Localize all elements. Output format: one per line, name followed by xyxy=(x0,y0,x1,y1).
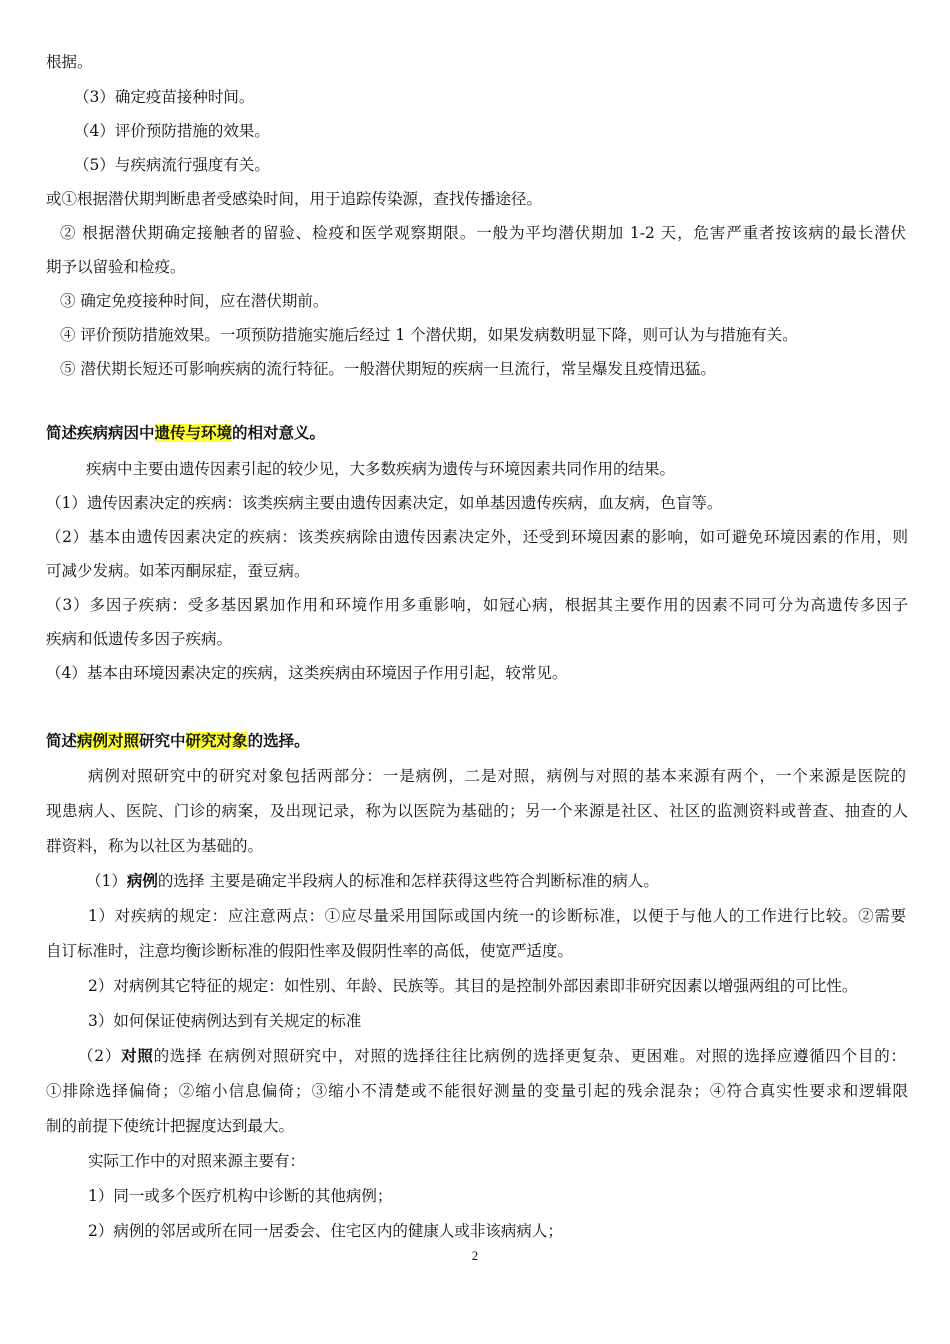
text-line: 或①根据潜伏期判断患者受感染时间，用于追踪传染源，查找传播途径。 xyxy=(46,190,543,208)
case-selection-line: （1）病例的选择 主要是确定半段病人的标准和怎样获得这些符合判断标准的病人。 xyxy=(86,872,659,890)
text-line: ⑤ 潜伏期长短还可影响疾病的流行特征。一般潜伏期短的疾病一旦流行，常呈爆发且疫情迅猛。 xyxy=(60,360,716,378)
text-line: ③ 确定免疫接种时间，应在潜伏期前。 xyxy=(60,292,329,310)
text-line: ①排除选择偏倚；②缩小信息偏倚；③缩小不清楚或不能很好测量的变量引起的残余混杂；④符合真实性要求和逻辑限 xyxy=(46,1082,908,1100)
text-line: 2）对病例其它特征的规定：如性别、年龄、民族等。其目的是控制外部因素即非研究因素以增强两组的可比性。 xyxy=(88,977,858,995)
text-line: ④ 评价预防措施效果。一项预防措施实施后经过 1 个潜伏期，如果发病数明显下降，则可认为与措施有关。 xyxy=(60,326,798,344)
text-line: 自订标准时，注意均衡诊断标准的假阳性率及假阴性率的高低，使宽严适度。 xyxy=(46,942,574,960)
text-line: 1）对疾病的规定：应注意两点：①应尽量采用国际或国内统一的诊断标准，以便于与他人的工作进行比较。②需要 xyxy=(88,907,906,925)
text-line: （5）与疾病流行强度有关。 xyxy=(74,156,270,174)
text-line: 1）同一或多个医疗机构中诊断的其他病例； xyxy=(88,1187,393,1205)
text-line: 可减少发病。如苯丙酮尿症，蚕豆病。 xyxy=(46,562,310,580)
text-line: 3）如何保证使病例达到有关规定的标准 xyxy=(88,1012,362,1030)
page-number: 2 xyxy=(471,1248,479,1263)
text-line: 2）病例的邻居或所在同一居委会、住宅区内的健康人或非该病病人； xyxy=(88,1222,563,1240)
text-line: 疾病中主要由遗传因素引起的较少见，大多数疾病为遗传与环境因素共同作用的结果。 xyxy=(86,460,676,478)
text-line: 群资料，称为以社区为基础的。 xyxy=(46,837,264,855)
text-line: ② 根据潜伏期确定接触者的留验、检疫和医学观察期限。一般为平均潜伏期加 1-2 天，危害严重者按该病的最长潜伏 xyxy=(60,224,906,242)
text-line: （3）多因子疾病：受多基因累加作用和环境作用多重影响，如冠心病，根据其主要作用的因素不同可分为高遗传多因子 xyxy=(46,596,908,614)
text-line: 疾病和低遗传多因子疾病。 xyxy=(46,630,233,648)
text-line: 实际工作中的对照来源主要有： xyxy=(88,1152,306,1170)
text-line: 病例对照研究中的研究对象包括两部分：一是病例，二是对照，病例与对照的基本来源有两个，一个来源是医院的 xyxy=(88,767,906,785)
text-line: 现患病人、医院、门诊的病案，及出现记录，称为以医院为基础的；另一个来源是社区、社区的监测资料或普查、抽查的人 xyxy=(46,802,908,820)
section-heading-genetics: 简述疾病病因中遗传与环境的相对意义。 xyxy=(46,424,326,442)
text-line: 制的前提下使统计把握度达到最大。 xyxy=(46,1117,295,1135)
text-line: （4）基本由环境因素决定的疾病，这类疾病由环境因子作用引起，较常见。 xyxy=(46,664,568,682)
control-selection-line: （2）对照的选择 在病例对照研究中，对照的选择往往比病例的选择更复杂、更困难。对照的选择应遵循四个目的： xyxy=(78,1047,906,1065)
highlight: 遗传与环境 xyxy=(154,424,233,442)
section-heading-case-control: 简述病例对照研究中研究对象的选择。 xyxy=(46,732,310,750)
highlight: 研究对象 xyxy=(185,732,248,750)
text-line: （3）确定疫苗接种时间。 xyxy=(74,88,255,106)
text-line: （2）基本由遗传因素决定的疾病：该类疾病除由遗传因素决定外，还受到环境因素的影响，如可避免环境因素的作用，则 xyxy=(46,528,908,546)
highlight: 病例对照 xyxy=(77,732,140,750)
text-line: 根据。 xyxy=(46,53,93,71)
text-line: （1）遗传因素决定的疾病：该类疾病主要由遗传因素决定，如单基因遗传疾病，血友病，色盲等。 xyxy=(46,494,723,512)
text-line: 期予以留验和检疫。 xyxy=(46,258,186,276)
text-line: （4）评价预防措施的效果。 xyxy=(74,122,270,140)
